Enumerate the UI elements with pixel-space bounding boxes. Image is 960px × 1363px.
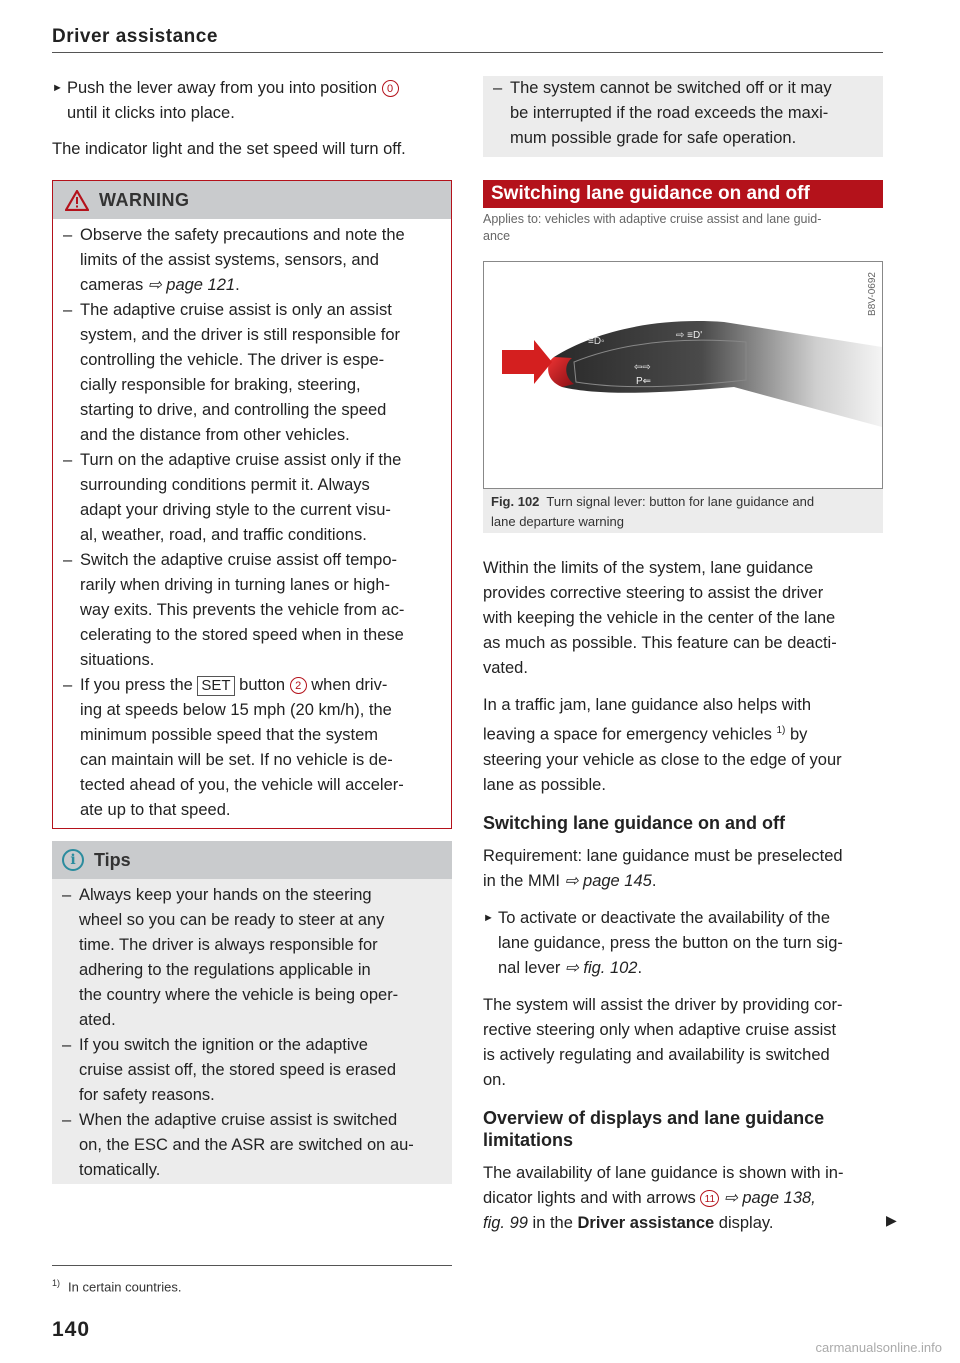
button-marker: 2 — [290, 677, 307, 694]
para-line: dicator lights and with arrows — [483, 1188, 701, 1207]
para-line: vated. — [483, 659, 528, 677]
page-number: 140 — [52, 1318, 91, 1341]
indicator-text: The indicator light and the set speed will turn off. — [52, 140, 406, 158]
heading-line: limitations — [483, 1129, 574, 1150]
step-arrow-icon: ► — [483, 911, 494, 924]
position-marker: 0 — [382, 80, 399, 97]
arrows-marker: 11 — [700, 1190, 719, 1207]
caption-label: Fig. 102 — [491, 494, 540, 509]
tips-line: cruise assist off, the stored speed is erased — [79, 1061, 397, 1079]
para-line: The system will assist the driver by providing cor- — [483, 995, 843, 1014]
left-column — [52, 76, 452, 162]
footnote-rule — [52, 1265, 452, 1266]
warning-line: cially responsible for braking, steering, — [80, 376, 361, 394]
tips-line: time. The driver is always responsible for — [79, 936, 378, 954]
footnote-ref: 1) — [776, 725, 786, 736]
turn-signal-lever-illustration — [484, 262, 882, 488]
para-availability — [483, 1161, 883, 1236]
para-line: is actively regulating and availability is switched — [483, 1045, 830, 1064]
para-line: provides corrective steering to assist the driver — [483, 584, 824, 602]
warning-line: rarily when driving in turning lanes or high- — [80, 576, 390, 594]
warning-line: adapt your driving style to the current visu- — [80, 501, 391, 519]
para-line: . — [637, 958, 643, 977]
figure-caption — [483, 489, 883, 533]
grade-note-box — [483, 76, 883, 157]
tips-box — [52, 841, 452, 1184]
footnote-mark: 1) — [52, 1278, 61, 1288]
tips-line: ated. — [79, 1011, 116, 1029]
warning-line: The adaptive cruise assist is only an assist — [80, 301, 392, 319]
warning-line: ing at speeds below 15 mph (20 km/h), the — [80, 701, 392, 719]
para-line: display. — [714, 1213, 774, 1232]
warning-line: button — [234, 676, 290, 694]
warning-line: surrounding conditions permit it. Always — [80, 476, 370, 494]
warning-item: – Turn on the adaptive cruise assist only if the surrounding conditions permit it. Always adapt your driving style to the current visu- al, weather, road, and traffic conditions. — [63, 451, 402, 544]
step-arrow-icon: ► — [52, 82, 63, 94]
warning-box — [52, 180, 452, 829]
para-line: in the — [527, 1213, 578, 1232]
para-line: lane guidance, press the button on the turn sig- — [498, 933, 843, 952]
warning-line: tected ahead of you, the vehicle will acceler- — [80, 776, 404, 794]
tips-body — [52, 879, 452, 1183]
header-rule — [52, 52, 883, 53]
para-line: Requirement: lane guidance must be preselected — [483, 846, 843, 865]
para-line: with keeping the vehicle in the center of the lane — [483, 609, 836, 627]
figure-turn-signal-lever — [483, 261, 883, 489]
grade-note: – The system cannot be switched off or it may be interrupted if the road exceeds the maxi- mum possible grade for safe operation. — [493, 79, 832, 147]
warning-line: starting to drive, and controlling the speed — [80, 401, 387, 419]
para-corrective-steering — [483, 993, 883, 1093]
warning-title: WARNING — [99, 189, 190, 210]
warning-line: celerating to the stored speed when in these — [80, 626, 404, 644]
page-ref-link[interactable]: ⇨ page 145 — [564, 871, 652, 890]
para-line: In a traffic jam, lane guidance also helps with — [483, 696, 812, 714]
page-header-title: Driver assistance — [52, 26, 218, 47]
caption-line: lane departure warning — [491, 514, 624, 529]
tips-header — [52, 841, 452, 879]
warning-line: Turn on the adaptive cruise assist only if the — [80, 451, 402, 469]
step-activate — [483, 906, 883, 981]
info-icon: i — [62, 849, 84, 871]
lever-label-1: ≡D◦ — [588, 336, 605, 347]
warning-line: Switch the adaptive cruise assist off tempo- — [80, 551, 398, 569]
tips-line: tomatically. — [79, 1161, 161, 1179]
section-title: Switching lane guidance on and off — [483, 180, 883, 208]
tips-item: – If you switch the ignition or the adaptive cruise assist off, the stored speed is erased for safety reasons. — [62, 1036, 397, 1104]
para-line: as much as possible. This feature can be deacti- — [483, 634, 837, 652]
warning-line: when driv- — [306, 676, 388, 694]
heading-line: Overview of displays and lane guidance — [483, 1107, 825, 1128]
para-line: leaving a space for emergency vehicles — [483, 725, 777, 744]
warning-line: situations. — [80, 651, 155, 669]
para-line: on. — [483, 1070, 506, 1089]
tips-line: on, the ESC and the ASR are switched on au- — [79, 1136, 414, 1154]
para-line: nal lever — [498, 958, 565, 977]
para-line: . — [651, 871, 657, 890]
figure-code: B8V-0692 — [867, 272, 878, 316]
warning-header — [53, 181, 451, 219]
warning-item: – Observe the safety precautions and note the limits of the assist systems, sensors, and cameras ⇨ page 121. — [63, 226, 405, 294]
tips-line: the country where the vehicle is being oper- — [79, 986, 399, 1004]
caption-line: Turn signal lever: button for lane guidance and — [546, 494, 815, 509]
para-requirement — [483, 844, 883, 894]
set-button-key: SET — [197, 676, 234, 696]
heading-overview — [483, 1107, 883, 1151]
warning-item: – If you press the SET button 2 when driv- ing at speeds below 15 mph (20 km/h), the minimum possible speed that the system can maintain will be set. If no vehicle is de- tected ahead of you, the vehicle will acceler- ate up to that speed. — [63, 676, 404, 819]
figure-ref-link[interactable]: ⇨ fig. 102 — [564, 958, 638, 977]
tips-line: When the adaptive cruise assist is switched — [79, 1111, 398, 1129]
warning-body — [53, 219, 451, 823]
applies-line: ance — [483, 229, 511, 243]
para-line: rective steering only when adaptive cruise assist — [483, 1020, 837, 1039]
para-line: Within the limits of the system, lane guidance — [483, 559, 814, 577]
display-name: Driver assistance — [577, 1213, 715, 1232]
tips-item: – Always keep your hands on the steering wheel so you can be ready to steer at any time. The driver is always responsible for adhering to the regulations applicable in the country where the vehicle is being oper- ated. — [62, 886, 399, 1029]
figure-ref-link[interactable]: fig. 99 — [483, 1213, 528, 1232]
tips-item: – When the adaptive cruise assist is switched on, the ESC and the ASR are switched on au- tomatically. — [62, 1111, 414, 1179]
tips-line: Always keep your hands on the steering — [79, 886, 372, 904]
page-ref-link[interactable]: ⇨ page 121 — [147, 276, 236, 294]
warning-line: al, weather, road, and traffic conditions. — [80, 526, 367, 544]
warning-line: way exits. This prevents the vehicle from ac- — [80, 601, 405, 619]
para-line: To activate or deactivate the availability of the — [498, 908, 831, 927]
warning-line: limits of the assist systems, sensors, and — [80, 251, 379, 269]
warning-line: minimum possible speed that the system — [80, 726, 379, 744]
warning-line: ate up to that speed. — [80, 801, 231, 819]
warning-line: Observe the safety precautions and note the — [80, 226, 405, 244]
warning-line: . — [235, 276, 240, 294]
step-push-lever — [52, 76, 452, 126]
tips-line: wheel so you can be ready to steer at any — [79, 911, 385, 929]
warning-line: can maintain will be set. If no vehicle is de- — [80, 751, 393, 769]
lever-label-3: ⇦⇨ — [634, 362, 651, 373]
tips-line: adhering to the regulations applicable in — [79, 961, 371, 979]
note-line: The system cannot be switched off or it may — [510, 79, 832, 97]
footnote — [52, 1278, 181, 1294]
lever-label-4: P⇐ — [636, 376, 652, 387]
applies-line: Applies to: vehicles with adaptive cruise assist and lane guid- — [483, 212, 822, 226]
lever-label-2: ⇨ ≡D' — [676, 330, 703, 341]
para-line: steering your vehicle as close to the edge of your — [483, 750, 842, 769]
para-line: in the MMI — [483, 871, 565, 890]
para-traffic-jam — [483, 693, 883, 798]
warning-line: system, and the driver is still responsible for — [80, 326, 401, 344]
warning-triangle-icon — [65, 190, 89, 211]
page-ref-link[interactable]: ⇨ page 138, — [719, 1188, 816, 1207]
para-line: lane as possible. — [483, 775, 606, 794]
watermark: carmanualsonline.info — [815, 1340, 942, 1355]
note-line: mum possible grade for safe operation. — [510, 129, 797, 147]
warning-item: – The adaptive cruise assist is only an assist system, and the driver is still responsible for controlling the vehicle. The driver is espe- cially responsible for braking, steering, starting to drive, and controlling the speed and the distance from other vehicles. — [63, 301, 401, 444]
warning-line: cameras — [80, 276, 148, 294]
applies-to — [483, 211, 883, 245]
warning-line: and the distance from other vehicles. — [80, 426, 350, 444]
warning-line: If you press the — [80, 676, 198, 694]
warning-item: – Switch the adaptive cruise assist off tempo- rarily when driving in turning lanes or high- way exits. This prevents the vehicle from ac- celerating to the stored speed when in these situations. — [63, 551, 405, 669]
para-line: The availability of lane guidance is shown with in- — [483, 1163, 844, 1182]
para-line: by — [785, 725, 808, 744]
footnote-text: In certain countries. — [68, 1279, 182, 1295]
tips-line: If you switch the ignition or the adaptive — [79, 1036, 368, 1054]
warning-line: controlling the vehicle. The driver is espe- — [80, 351, 385, 369]
continue-arrow-icon: ▶ — [886, 1212, 897, 1228]
step-text: Push the lever away from you into position — [67, 79, 382, 97]
note-line: be interrupted if the road exceeds the maxi- — [510, 104, 829, 122]
right-body-text — [483, 556, 883, 1248]
tips-line: for safety reasons. — [79, 1086, 215, 1104]
para-lane-guidance — [483, 556, 883, 681]
heading-switching: Switching lane guidance on and off — [483, 812, 786, 833]
tips-title: Tips — [94, 849, 131, 870]
step-text-cont: until it clicks into place. — [67, 104, 235, 122]
